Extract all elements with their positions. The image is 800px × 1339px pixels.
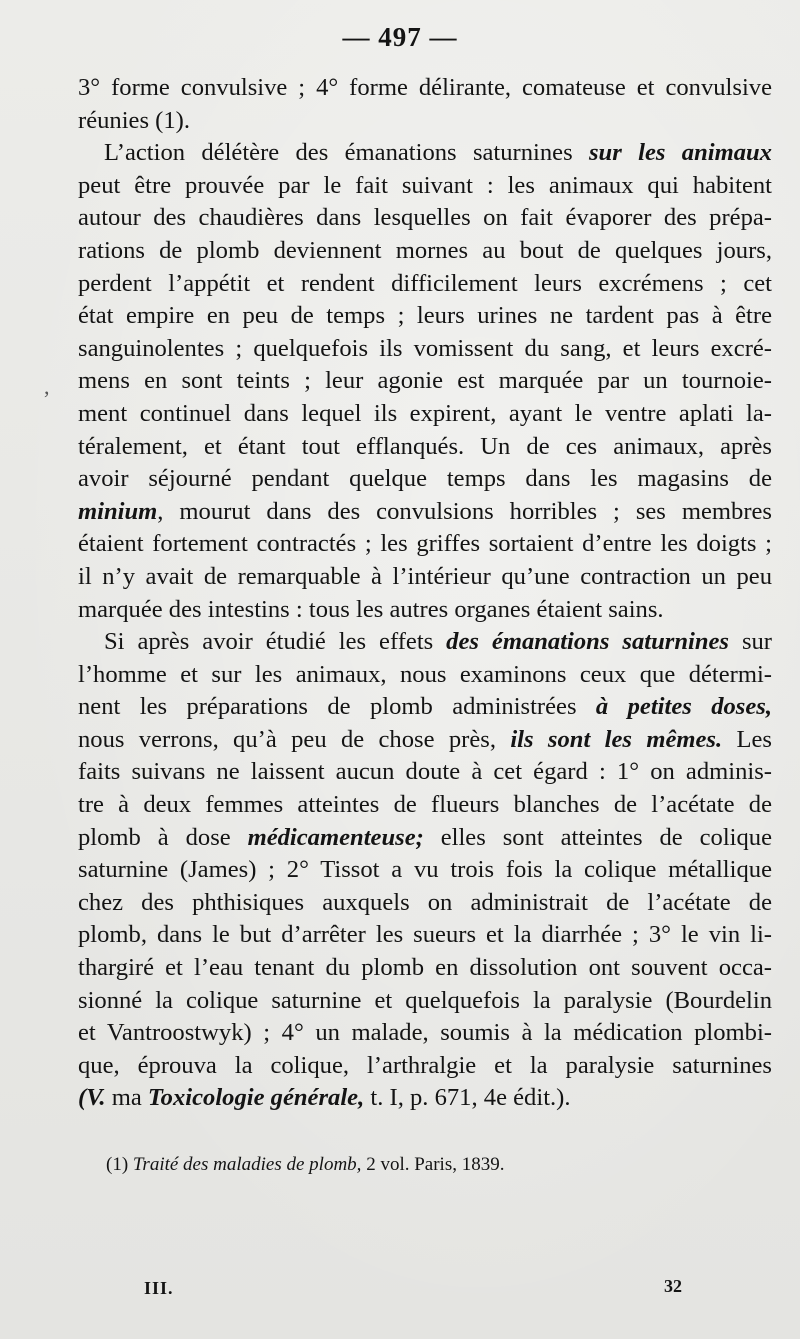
line-text: nent les préparations de plomb administrées xyxy=(78,693,596,721)
text-line xyxy=(78,202,772,235)
text-line xyxy=(78,1050,772,1083)
line-text: sur xyxy=(729,628,772,656)
italic-text: Toxicologie générale, xyxy=(147,1084,365,1112)
line-text: plomb à dose xyxy=(78,823,248,851)
text-line xyxy=(78,854,772,887)
text-line xyxy=(78,1017,772,1050)
line-text: t. I, p. 671, 4e édit.). xyxy=(364,1084,571,1112)
line-text: marquée des intestins : tous les autres organes étaient sains. xyxy=(78,595,664,623)
line-text: état empire en peu de temps ; leurs urines ne tardent pas à être xyxy=(78,302,772,330)
line-text: nous verrons, qu’à peu de chose près, xyxy=(78,725,511,753)
italic-text: (V. xyxy=(78,1084,106,1112)
line-text: il n’y avait de remarquable à l’intérieur qu’une contraction un peu xyxy=(78,562,772,590)
text-line xyxy=(78,398,772,431)
text-line xyxy=(78,431,772,464)
text-line xyxy=(78,137,772,170)
text-line xyxy=(78,952,772,985)
line-text: saturnine (James) ; 2° Tissot a vu trois fois la colique métallique xyxy=(78,856,772,884)
italic-text: minium xyxy=(78,497,158,525)
line-text: mens en sont teints ; leur agonie est marquée par un tournoie- xyxy=(78,367,772,395)
text-line xyxy=(78,919,772,952)
text-line xyxy=(78,1082,772,1115)
line-text: ma xyxy=(105,1084,148,1112)
text-line xyxy=(78,235,772,268)
line-text: tre à deux femmes atteintes de flueurs blanches de l’acétate de xyxy=(78,791,772,819)
text-line xyxy=(78,561,772,594)
line-text: faits suivans ne laissent aucun doute à cet égard : 1° on adminis- xyxy=(78,758,772,786)
text-line xyxy=(78,691,772,724)
page-number-header: — 497 — xyxy=(342,22,458,52)
line-text: perdent l’appétit et rendent difficilement leurs excrémens ; cet xyxy=(78,269,772,297)
line-text: chez des phthisiques auxquels on administrait de l’acétate de xyxy=(78,888,772,916)
text-line xyxy=(78,333,772,366)
italic-text: médicamenteuse; xyxy=(247,823,424,851)
text-line xyxy=(78,365,772,398)
text-line xyxy=(78,789,772,822)
line-text: , mourut dans des convulsions horribles ; ses membres xyxy=(157,497,772,525)
text-line xyxy=(78,528,772,561)
italic-text: sur les animaux xyxy=(588,139,772,167)
line-text: autour des chaudières dans lesquelles on fait évaporer des prépa- xyxy=(78,204,772,232)
line-text: l’homme et sur les animaux, nous examinons ceux que détermi- xyxy=(78,660,772,688)
line-text: réunies (1). xyxy=(78,106,190,134)
text-line xyxy=(78,496,772,529)
italic-text: à petites doses, xyxy=(595,693,772,721)
line-text: elles sont atteintes de colique xyxy=(423,823,772,851)
text-line xyxy=(78,300,772,333)
text-line xyxy=(78,594,772,627)
text-line xyxy=(78,463,772,496)
line-text: et Vantroostwyk) ; 4° un malade, soumis à la médication plombi- xyxy=(78,1019,772,1047)
line-text: sionné la colique saturnine et quelquefois la paralysie (Bourdelin xyxy=(78,986,772,1014)
text-line xyxy=(78,626,772,659)
line-text: 3° forme convulsive ; 4° forme délirante, comateuse et convulsive xyxy=(78,74,772,101)
line-text: que, éprouva la colique, l’arthralgie et la paralysie saturnines xyxy=(78,1051,772,1079)
line-text: sanguinolentes ; quelquefois ils vomissent du sang, et leurs excré- xyxy=(78,334,772,362)
line-text: plomb, dans le but d’arrêter les sueurs et la diarrhée ; 3° le vin li- xyxy=(78,921,772,949)
footnote-rest: 2 vol. Paris, 1839. xyxy=(361,1154,505,1175)
line-text: Les xyxy=(722,725,772,753)
footnote xyxy=(106,1154,504,1176)
margin-mark: , xyxy=(44,374,50,399)
bottom-number: 32 xyxy=(664,1276,682,1296)
footnote-marker: (1) xyxy=(106,1154,129,1175)
text-line xyxy=(78,659,772,692)
body-text xyxy=(78,72,772,1115)
line-text: ment continuel dans lequel ils expirent, ayant le ventre aplati la- xyxy=(78,399,772,427)
text-line xyxy=(78,268,772,301)
line-text: étaient fortement contractés ; les griffes sortaient d’entre les doigts ; xyxy=(78,530,772,558)
line-text: thargiré et l’eau tenant du plomb en dissolution ont souvent occa- xyxy=(78,954,772,982)
footnote-title: Traité des maladies de plomb, xyxy=(132,1154,362,1175)
text-line xyxy=(78,985,772,1018)
italic-text: ils sont les mêmes. xyxy=(510,725,723,753)
text-line xyxy=(78,724,772,757)
text-line xyxy=(78,105,772,138)
line-text: rations de plomb deviennent mornes au bout de quelques jours, xyxy=(78,236,772,264)
line-text: L’action délétère des émanations saturnines xyxy=(104,139,589,167)
italic-text: des émanations saturnines xyxy=(446,628,729,656)
line-text: téralement, et étant tout efflanqués. Un de ces animaux, après xyxy=(78,432,772,460)
line-text: Si après avoir étudié les effets xyxy=(104,628,447,656)
text-line xyxy=(78,72,772,105)
text-line xyxy=(78,756,772,789)
text-line xyxy=(78,887,772,920)
line-text: avoir séjourné pendant quelque temps dans les magasins de xyxy=(78,465,772,493)
text-line xyxy=(78,170,772,203)
text-line xyxy=(78,822,772,855)
signature-mark: III. xyxy=(144,1278,174,1298)
line-text: peut être prouvée par le fait suivant : les animaux qui habitent xyxy=(78,171,772,199)
